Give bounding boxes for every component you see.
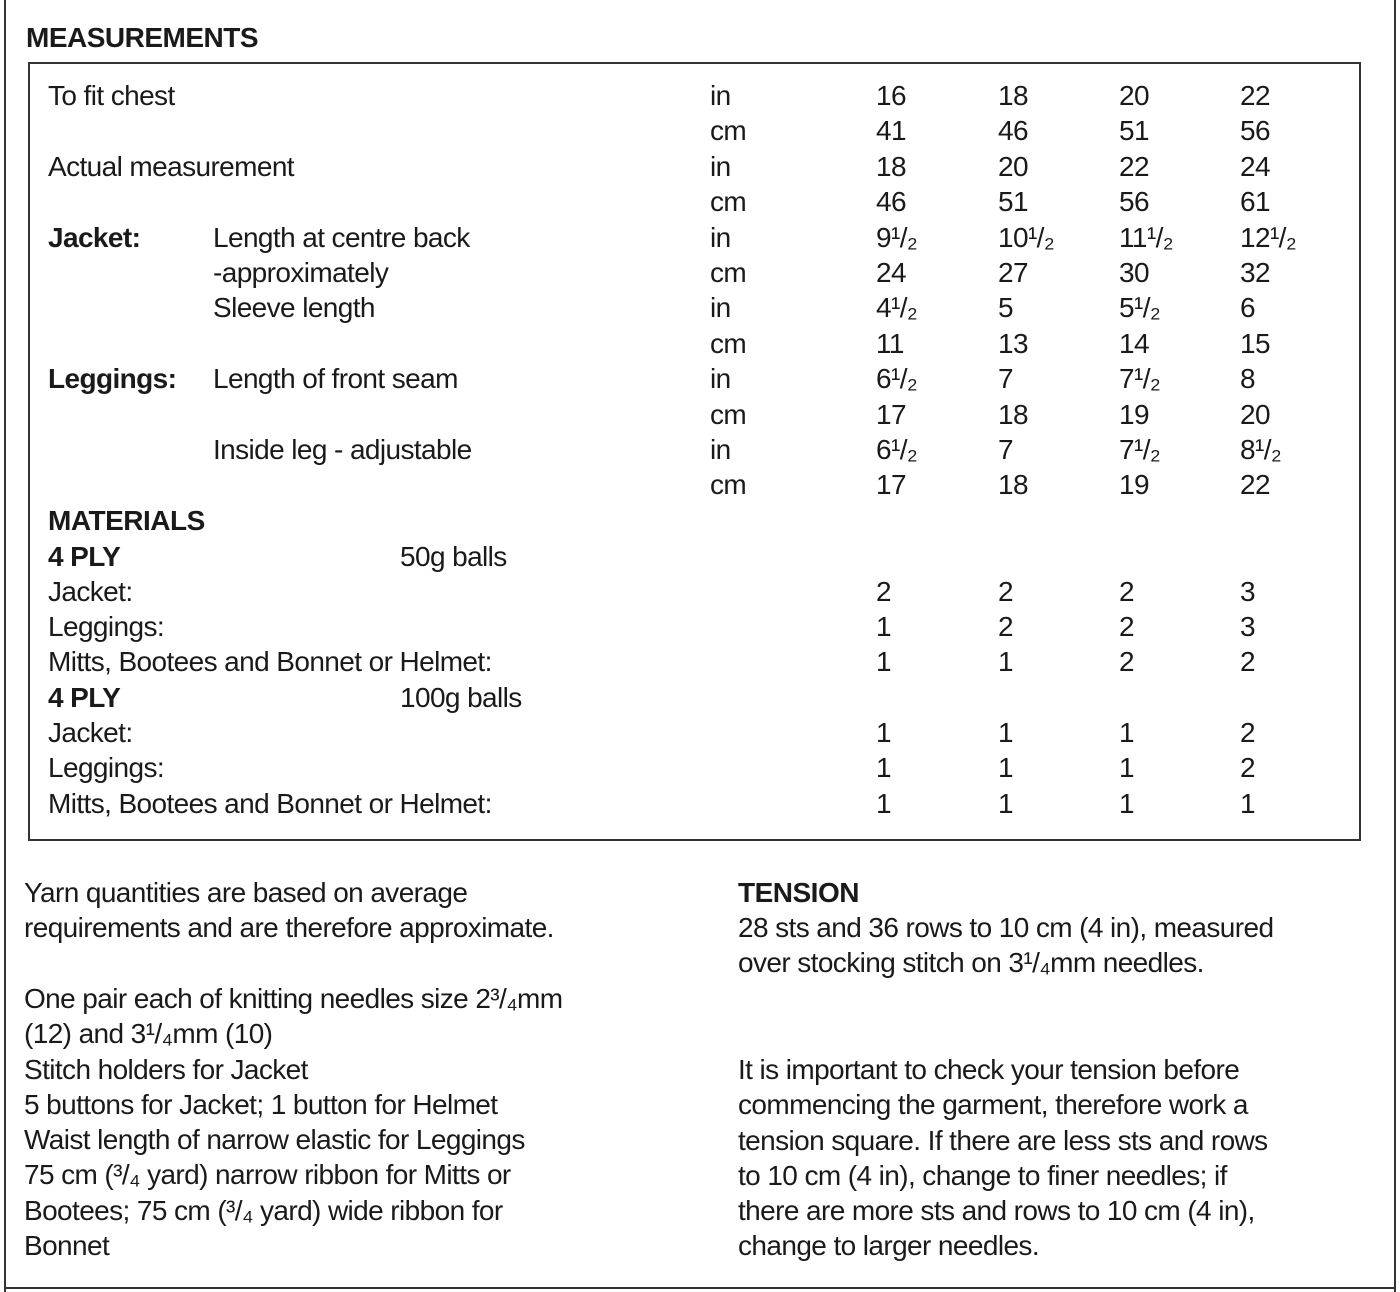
yarn-type: 4 PLY — [48, 681, 121, 713]
yarn-note — [24, 875, 554, 946]
tension-advice — [738, 1052, 1268, 1264]
extras-line: (12) and 3¹/₄mm (10) — [24, 1018, 273, 1050]
size-value: 24 — [1240, 150, 1270, 182]
table-row — [0, 361, 1400, 396]
yarn-note-line: requirements and are therefore approximate. — [24, 912, 554, 944]
ball-quantity: 1 — [998, 646, 1013, 678]
row-unit: cm — [710, 469, 747, 501]
ball-quantity: 1 — [998, 752, 1013, 784]
size-value: 61 — [1240, 186, 1270, 218]
size-value: 16 — [876, 80, 906, 111]
table-row — [0, 113, 1400, 148]
size-value: 5¹/₂ — [1119, 292, 1161, 324]
size-value: 51 — [998, 186, 1028, 218]
extras-line: Bootees; 75 cm (³/₄ yard) wide ribbon for — [24, 1194, 503, 1226]
size-value: 22 — [1119, 150, 1149, 182]
ball-quantity: 2 — [998, 611, 1013, 643]
page-border-bottom — [4, 1287, 1396, 1289]
material-item: Mitts, Bootees and Bonnet or Helmet: — [48, 646, 492, 678]
row-unit: in — [710, 363, 731, 395]
ball-quantity: 1 — [876, 717, 891, 748]
ball-quantity: 2 — [998, 575, 1013, 607]
size-value: 7 — [998, 434, 1013, 465]
size-value: 20 — [1119, 80, 1149, 111]
extras-line: 5 buttons for Jacket; 1 button for Helmet — [24, 1088, 498, 1120]
ball-quantity: 2 — [1119, 575, 1134, 607]
size-value: 56 — [1240, 115, 1270, 147]
size-value: 18 — [998, 469, 1028, 501]
ball-quantity: 2 — [1240, 646, 1255, 678]
tension-advice-line: tension square. If there are less sts and rows — [738, 1124, 1268, 1156]
material-item: Jacket: — [48, 575, 133, 607]
size-value: 7¹/₂ — [1119, 363, 1161, 395]
size-value: 4¹/₂ — [876, 292, 918, 324]
table-row — [0, 184, 1400, 219]
tension-text — [738, 910, 1273, 981]
row-unit: in — [710, 292, 731, 324]
materials-heading: MATERIALS — [48, 505, 205, 536]
size-value: 51 — [1119, 115, 1149, 147]
ball-quantity: 1 — [1119, 787, 1134, 819]
table-row — [0, 432, 1400, 467]
row-sublabel: Inside leg - adjustable — [213, 434, 472, 465]
size-value: 6¹/₂ — [876, 363, 918, 395]
tension-advice-line: there are more sts and rows to 10 cm (4 in), — [738, 1195, 1255, 1227]
ball-quantity: 2 — [1240, 752, 1255, 784]
table-row — [0, 326, 1400, 361]
ball-quantity: 3 — [1240, 575, 1255, 607]
size-value: 11¹/₂ — [1119, 221, 1174, 253]
ball-quantity: 3 — [1240, 611, 1255, 643]
tension-heading: TENSION — [738, 877, 859, 908]
size-value: 19 — [1119, 398, 1149, 430]
size-value: 17 — [876, 398, 906, 430]
measurements-heading: MEASUREMENTS — [26, 22, 259, 53]
yarn-group-header — [0, 539, 1400, 574]
ball-quantity: 1 — [998, 717, 1013, 748]
size-value: 18 — [998, 398, 1028, 430]
row-unit: cm — [710, 186, 747, 218]
tension-advice-line: It is important to check your tension before — [738, 1054, 1240, 1085]
table-row — [0, 397, 1400, 432]
row-label: To fit chest — [48, 80, 175, 111]
row-sublabel: Length at centre back — [213, 221, 470, 253]
table-row — [0, 574, 1400, 609]
ball-quantity: 1 — [876, 752, 891, 784]
table-row — [0, 786, 1400, 821]
table-row — [0, 644, 1400, 679]
size-value: 14 — [1119, 327, 1149, 359]
size-value: 27 — [998, 257, 1028, 288]
extras-line: Stitch holders for Jacket — [24, 1053, 308, 1085]
row-unit: cm — [710, 398, 747, 430]
tension-line: over stocking stitch on 3¹/₄mm needles. — [738, 947, 1204, 979]
row-label: Leggings: — [48, 363, 177, 395]
ball-quantity: 2 — [1119, 611, 1134, 643]
ball-quantity: 1 — [876, 787, 891, 819]
size-value: 32 — [1240, 257, 1270, 288]
size-value: 9¹/₂ — [876, 221, 918, 253]
row-unit: cm — [710, 327, 747, 359]
ball-weight: 100g balls — [400, 681, 522, 713]
material-item: Leggings: — [48, 611, 165, 643]
row-sublabel: Sleeve length — [213, 292, 375, 324]
size-value: 17 — [876, 469, 906, 501]
size-value: 18 — [876, 150, 906, 182]
size-value: 46 — [876, 186, 906, 218]
table-row — [0, 290, 1400, 325]
size-value: 5 — [998, 292, 1013, 324]
table-row — [0, 467, 1400, 502]
size-value: 56 — [1119, 186, 1149, 218]
size-value: 20 — [1240, 398, 1270, 430]
row-unit: in — [710, 80, 731, 111]
size-value: 24 — [876, 257, 906, 288]
ball-quantity: 1 — [1119, 752, 1134, 784]
ball-quantity: 1 — [998, 787, 1013, 819]
material-item: Leggings: — [48, 752, 165, 784]
row-unit: in — [710, 434, 731, 465]
extras-line: Waist length of narrow elastic for Leggings — [24, 1124, 525, 1156]
table-row — [0, 78, 1400, 113]
size-value: 7 — [998, 363, 1013, 395]
row-sublabel: Length of front seam — [213, 363, 458, 395]
size-value: 18 — [998, 80, 1028, 111]
tension-advice-line: to 10 cm (4 in), change to finer needles; if — [738, 1159, 1227, 1191]
ball-quantity: 1 — [1240, 787, 1255, 819]
table-row — [0, 750, 1400, 785]
size-value: 10¹/₂ — [998, 221, 1055, 253]
row-label: Jacket: — [48, 221, 141, 253]
size-value: 8¹/₂ — [1240, 434, 1282, 465]
ball-weight: 50g balls — [400, 540, 507, 572]
size-value: 22 — [1240, 80, 1270, 111]
extras-list — [24, 981, 562, 1263]
row-label: Actual measurement — [48, 150, 294, 182]
row-unit: cm — [710, 257, 747, 288]
row-unit: in — [710, 150, 731, 182]
table-row — [0, 609, 1400, 644]
ball-quantity: 1 — [1119, 717, 1134, 748]
size-value: 41 — [876, 115, 906, 147]
size-value: 6¹/₂ — [876, 434, 918, 465]
tension-line: 28 sts and 36 rows to 10 cm (4 in), measured — [738, 912, 1274, 943]
material-item: Jacket: — [48, 717, 133, 748]
table-row — [0, 149, 1400, 184]
table-row — [0, 220, 1400, 255]
ball-quantity: 1 — [876, 646, 891, 678]
tension-advice-line: change to larger needles. — [738, 1230, 1039, 1262]
size-value: 20 — [998, 150, 1028, 182]
extras-line: Bonnet — [24, 1230, 110, 1262]
extras-line: 75 cm (³/₄ yard) narrow ribbon for Mitts or — [24, 1159, 511, 1191]
size-value: 7¹/₂ — [1119, 434, 1161, 465]
row-unit: cm — [710, 115, 747, 147]
ball-quantity: 2 — [876, 575, 891, 607]
size-value: 12¹/₂ — [1240, 221, 1297, 253]
size-value: 6 — [1240, 292, 1255, 324]
material-item: Mitts, Bootees and Bonnet or Helmet: — [48, 787, 492, 819]
ball-quantity: 2 — [1119, 646, 1134, 678]
size-value: 19 — [1119, 469, 1149, 501]
size-value: 15 — [1240, 327, 1270, 359]
yarn-group-header — [0, 680, 1400, 715]
yarn-type: 4 PLY — [48, 540, 121, 572]
size-value: 11 — [876, 327, 904, 359]
size-value: 30 — [1119, 257, 1149, 288]
ball-quantity: 1 — [876, 611, 891, 643]
size-value: 46 — [998, 115, 1028, 147]
size-value: 8 — [1240, 363, 1255, 395]
table-row — [0, 715, 1400, 750]
tension-advice-line: commencing the garment, therefore work a — [738, 1089, 1248, 1121]
row-sublabel: -approximately — [213, 257, 389, 288]
table-row — [0, 255, 1400, 290]
extras-line: One pair each of knitting needles size 2³/₄mm — [24, 983, 563, 1014]
row-unit: in — [710, 221, 731, 253]
size-value: 22 — [1240, 469, 1270, 501]
ball-quantity: 2 — [1240, 717, 1255, 748]
size-value: 13 — [998, 327, 1028, 359]
yarn-note-line: Yarn quantities are based on average — [24, 877, 468, 908]
